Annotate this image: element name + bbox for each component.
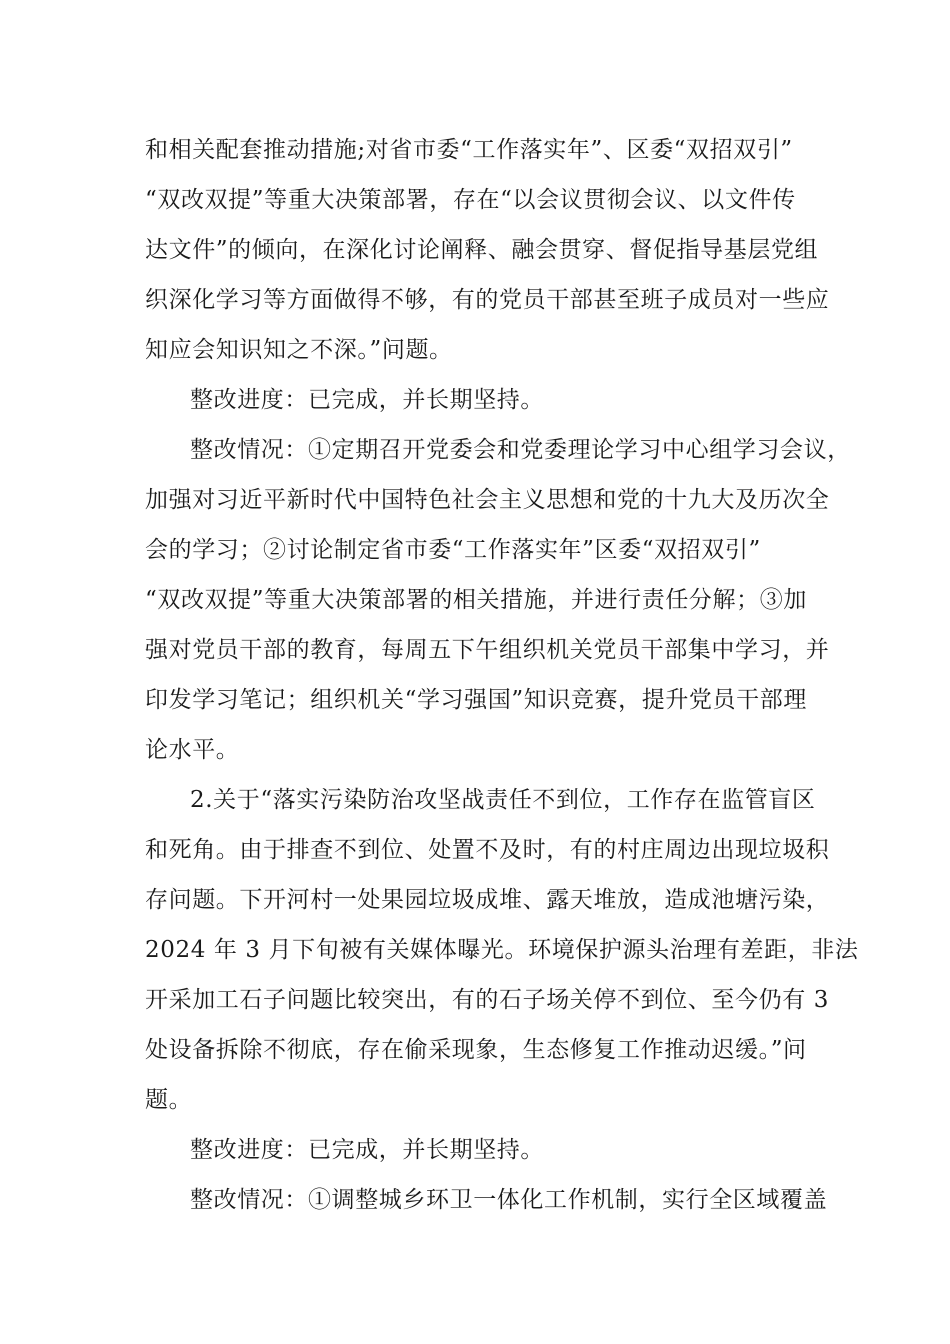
text-line: 处设备拆除不彻底，存在偷采现象，生态修复工作推动迟缓。”问 xyxy=(145,1037,807,1063)
text-line: 题。 xyxy=(145,1087,193,1113)
text-line: 整改情况：①调整城乡环卫一体化工作机制，实行全区域覆盖 xyxy=(190,1187,828,1213)
text-line: 2.关于“落实污染防治攻坚战责任不到位，工作存在监管盲区 xyxy=(190,787,816,813)
text-line: 整改进度：已完成，并长期坚持。 xyxy=(190,1137,544,1163)
text-line: “双改双提”等重大决策部署，存在“以会议贯彻会议、以文件传 xyxy=(145,187,796,213)
text-line: 2024 年 3 月下旬被有关媒体曝光。环境保护源头治理有差距，非法 xyxy=(145,937,859,963)
text-line: 达文件”的倾向，在深化讨论阐释、融会贯穿、督促指导基层党组 xyxy=(145,237,819,263)
text-line: 和相关配套推动措施;对省市委“工作落实年”、区委“双招双引” xyxy=(145,137,793,163)
text-line: 整改进度：已完成，并长期坚持。 xyxy=(190,387,544,413)
text-line: 知应会知识知之不深。”问题。 xyxy=(145,337,453,363)
text-line: 印发学习笔记；组织机关“学习强国”知识竞赛，提升党员干部理 xyxy=(145,687,807,713)
text-line: 加强对习近平新时代中国特色社会主义思想和党的十九大及历次全 xyxy=(145,487,830,513)
text-line: 开采加工石子问题比较突出，有的石子场关停不到位、至今仍有 3 xyxy=(145,987,829,1013)
text-line: 论水平。 xyxy=(145,737,240,763)
text-line: 织深化学习等方面做得不够，有的党员干部甚至班子成员对一些应 xyxy=(145,287,830,313)
text-line: 存问题。下开河村一处果园垃圾成堆、露天堆放，造成池塘污染， xyxy=(145,887,830,913)
text-line: 会的学习；②讨论制定省市委“工作落实年”区委“双招双引” xyxy=(145,537,761,563)
text-line: “双改双提”等重大决策部署的相关措施，并进行责任分解；③加 xyxy=(145,587,807,613)
text-line: 整改情况：①定期召开党委会和党委理论学习中心组学习会议， xyxy=(190,437,851,463)
text-line: 强对党员干部的教育，每周五下午组织机关党员干部集中学习，并 xyxy=(145,637,830,663)
text-line: 和死角。由于排查不到位、处置不及时，有的村庄周边出现垃圾积 xyxy=(145,837,830,863)
